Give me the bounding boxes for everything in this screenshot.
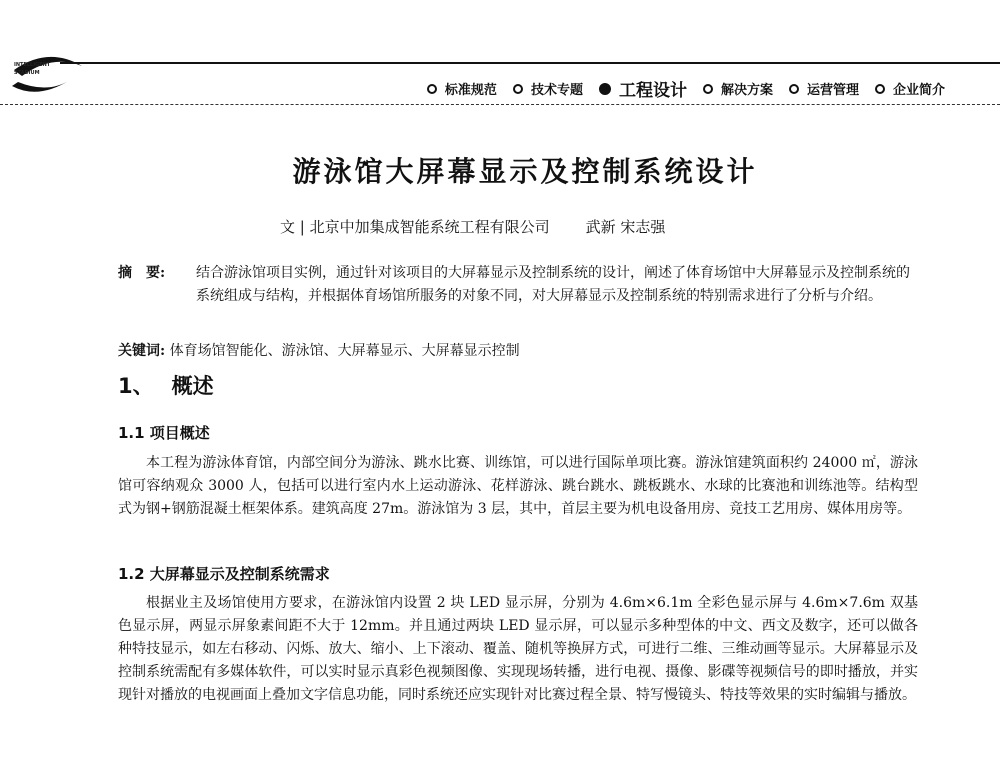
nav-item-solutions[interactable]	[703, 79, 773, 98]
article-title: 游泳馆大屏幕显示及控制系统设计	[292, 155, 758, 188]
byline	[280, 216, 665, 237]
section-1-1-paragraph: 本工程为游泳体育馆，内部空间分为游泳、跳水比赛、训练馆，可以进行国际单项比赛。游泳馆建筑面积约 24000 ㎡，游泳馆可容纳观众 3000 人，包括可以进行室内水上运动游泳、花样游泳、跳台跳水、跳板跳水、水球的比赛池和训练池等。结构型式为钢+钢筋混凝土框架体系。建筑高度 27m。游泳馆为 3 层，其中，首层主要为机电设备用房、竞技工艺用房、媒体用房等。	[118, 455, 918, 517]
byline-affiliation: 文 | 北京中加集成智能系统工程有限公司	[280, 218, 550, 236]
section-1-heading	[118, 370, 214, 400]
section-1-number: 1、	[118, 374, 154, 398]
section-1-title: 概述	[171, 374, 214, 398]
section-1-2-paragraph: 根据业主及场馆使用方要求，在游泳馆内设置 2 块 LED 显示屏，分别为 4.6m×6.1m 全彩色显示屏与 4.6m×7.6m 双基色显示屏，两显示屏象素间距不大于 12mm。并且通过两块 LED 显示屏，可以显示多种型体的中文、西文及数字，还可以做各种特技显示，如左右移动、闪烁、放大、缩小、上下滚动、覆盖、随机等换屏方式，可进行二维、三维动画等显示。大屏幕显示及控制系统需配有多媒体软件，可以实时显示真彩色视频图像、实现现场转播，进行电视、摄像、影碟等视频信号的即时播放，并实现针对播放的电视画面上叠加文字信息功能，同时系统还应实现针对比赛过程全景、特写慢镜头、特技等效果的实时编辑与播放。	[118, 595, 918, 703]
nav-item-engineering-design[interactable]	[599, 76, 687, 101]
nav-item-label: 运营管理	[806, 83, 859, 98]
top-nav	[411, 76, 945, 101]
nav-item-operations[interactable]	[789, 79, 859, 98]
bullet-icon	[789, 84, 799, 94]
abstract-label: 摘 要:	[118, 265, 166, 281]
nav-item-standards[interactable]	[427, 79, 497, 98]
svg-text:STADIUM: STADIUM	[14, 70, 40, 76]
abstract	[118, 262, 918, 308]
nav-item-label: 工程设计	[618, 81, 687, 101]
svg-text:INTELLIGENT: INTELLIGENT	[14, 62, 51, 68]
nav-item-label: 技术专题	[530, 83, 583, 98]
nav-item-tech-topics[interactable]	[513, 79, 583, 98]
bullet-icon	[703, 84, 713, 94]
bullet-icon	[427, 84, 437, 94]
bullet-icon-filled	[599, 83, 611, 95]
header-rule	[60, 62, 1000, 64]
header-dashed-divider	[0, 104, 1000, 105]
byline-authors: 武新 宋志强	[585, 218, 666, 236]
nav-item-label: 企业简介	[892, 83, 945, 98]
section-1-2-heading: 1.2 大屏幕显示及控制系统需求	[118, 565, 330, 583]
section-1-1-heading: 1.1 项目概述	[118, 424, 210, 442]
keywords-text: 体育场馆智能化、游泳馆、大屏幕显示、大屏幕显示控制	[169, 343, 520, 359]
nav-item-company-profile[interactable]	[875, 79, 945, 98]
abstract-text: 结合游泳馆项目实例，通过针对该项目的大屏幕显示及控制系统的设计，阐述了体育场馆中大屏幕显示及控制系统的系统组成与结构，并根据体育场馆所服务的对象不同，对大屏幕显示及控制系统的特别需求进行了分析与介绍。	[196, 265, 910, 304]
bullet-icon	[513, 84, 523, 94]
bullet-icon	[875, 84, 885, 94]
stadium-logo	[8, 40, 90, 104]
keywords	[118, 340, 520, 360]
nav-item-label: 解决方案	[720, 83, 773, 98]
nav-item-label: 标准规范	[444, 83, 497, 98]
keywords-label: 关键词:	[118, 343, 166, 359]
